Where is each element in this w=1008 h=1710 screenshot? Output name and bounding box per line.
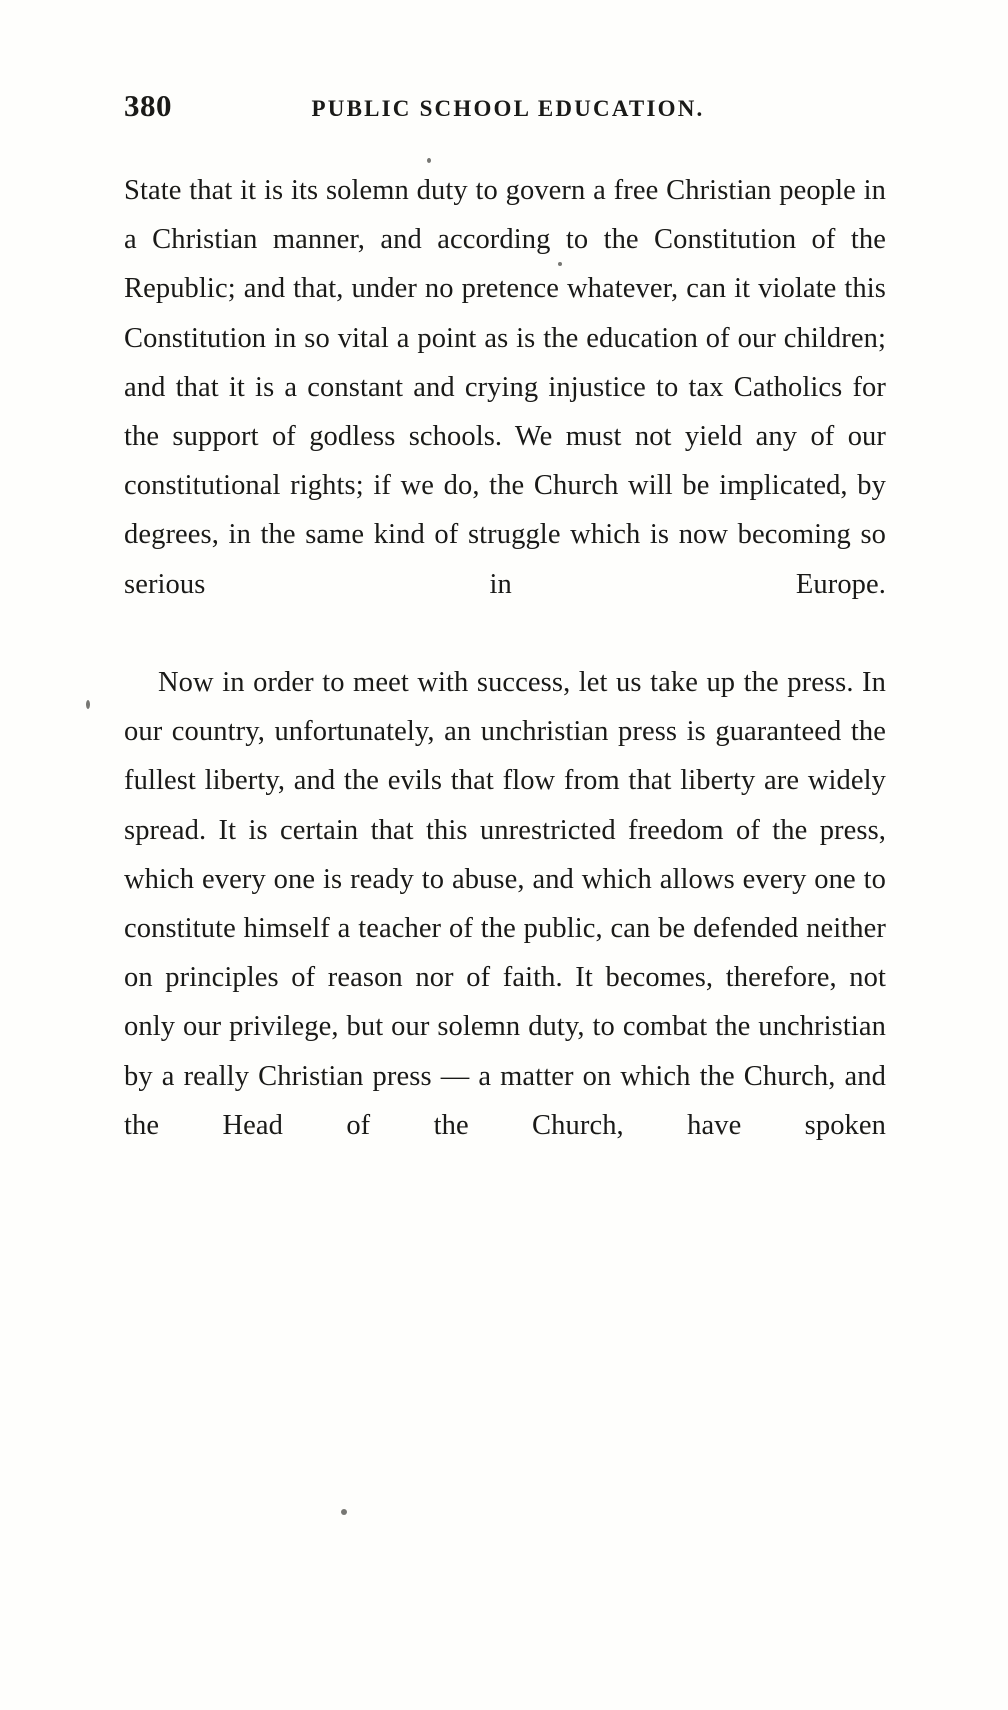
page-number: 380 (124, 88, 172, 123)
page-speck (427, 158, 431, 163)
paragraph-2: Now in order to meet with success, let us take up the press. In our country, unfortunately, an unchristian press is guaranteed the fullest liberty, and the evils that flow from that liberty are widely spread. It is certain that this unrestricted freedom of the press, which every one is ready to abuse, and which allows every one to constitute himself a teacher of the public, can be defended neither on principles of reason nor of faith. It becomes, therefore, not only our privilege, but our solemn duty, to combat the unchristian by a really Christian press — a matter on which the Church, and the Head of the Church, have spoken (124, 667, 886, 1141)
page-speck (558, 262, 562, 266)
page-speck (341, 1509, 347, 1515)
page-speck (86, 700, 90, 709)
running-title: PUBLIC SCHOOL EDUCATION. (311, 96, 705, 121)
paragraph-1: State that it is its solemn duty to govern a free Christian people in a Christian manner, and according to the Constitution of the Republic; and that, under no pretence whatever, can it violate this Constitution in so vital a point as is the education of our children; and that it is a constant and crying injustice to tax Catholics for the support of godless schools. We must not yield any of our constitutional rights; if we do, the Church will be implicated, by degrees, in the same kind of struggle which is now becoming so serious in Europe. (124, 175, 886, 600)
body-text (124, 166, 886, 1199)
page-header (124, 88, 884, 128)
